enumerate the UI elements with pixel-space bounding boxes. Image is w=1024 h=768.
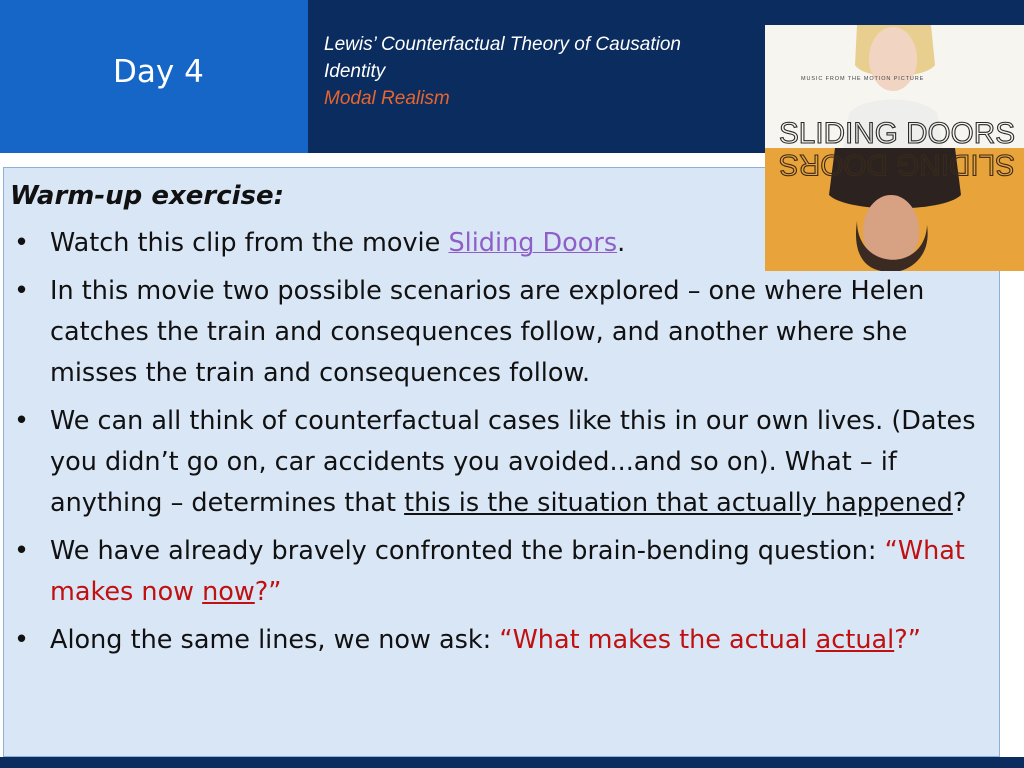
poster-art [765,25,1024,271]
topic-counterfactual-causation: Lewis’ Counterfactual Theory of Causation [324,34,681,55]
poster-title-reflection: SLIDING DOORS [779,148,1015,181]
topic-modal-realism: Modal Realism [324,88,450,109]
topic-list [324,31,681,112]
question-open: “What makes now [50,536,965,607]
poster-title-reflection-group [779,148,1015,181]
question-close: ?” [254,577,282,607]
question-emphasis: now [202,577,255,607]
bullet-text: Watch this clip from the movie [50,228,449,258]
bullet-text: Along the same lines, we now ask: [50,625,500,655]
bullet-text: We have already bravely confronted the brain-bending question: [50,536,885,566]
sliding-doors-poster [765,25,1024,271]
bullet-counterfactual-cases [10,401,995,524]
bullet-text-end: ? [952,488,967,518]
poster-subtitle: MUSIC FROM THE MOTION PICTURE [801,76,925,82]
question-emphasis: actual [815,625,895,655]
bullet-text: We can all think of counterfactual cases like this in our own lives. (Dates you didn’t go on, car accidents you avoided...and so on). What – if anything – determines that [50,406,976,518]
bullet-text-end: . [617,228,626,258]
topic-identity: Identity [324,61,386,82]
question-open: “What makes the actual [499,625,816,655]
question-close: ?” [894,625,921,655]
bullet-text: In this movie two possible scenarios are explored – one where Helen catches the train and consequences follow, and another where she misses the train and consequences follow. [50,276,925,388]
bottom-bar [0,757,1024,768]
bullet-actual-question [10,620,995,661]
underlined-phrase: this is the situation that actually happened [404,488,953,518]
warmup-heading: Warm-up exercise: [10,181,285,211]
bullet-now-question [10,531,995,613]
actual-question [499,625,921,655]
bullet-list [10,223,995,661]
sliding-doors-link[interactable]: Sliding Doors [448,228,618,258]
poster-title: SLIDING DOORS [779,117,1015,150]
bullet-two-scenarios [10,271,995,394]
day-label: Day 4 [113,54,204,90]
